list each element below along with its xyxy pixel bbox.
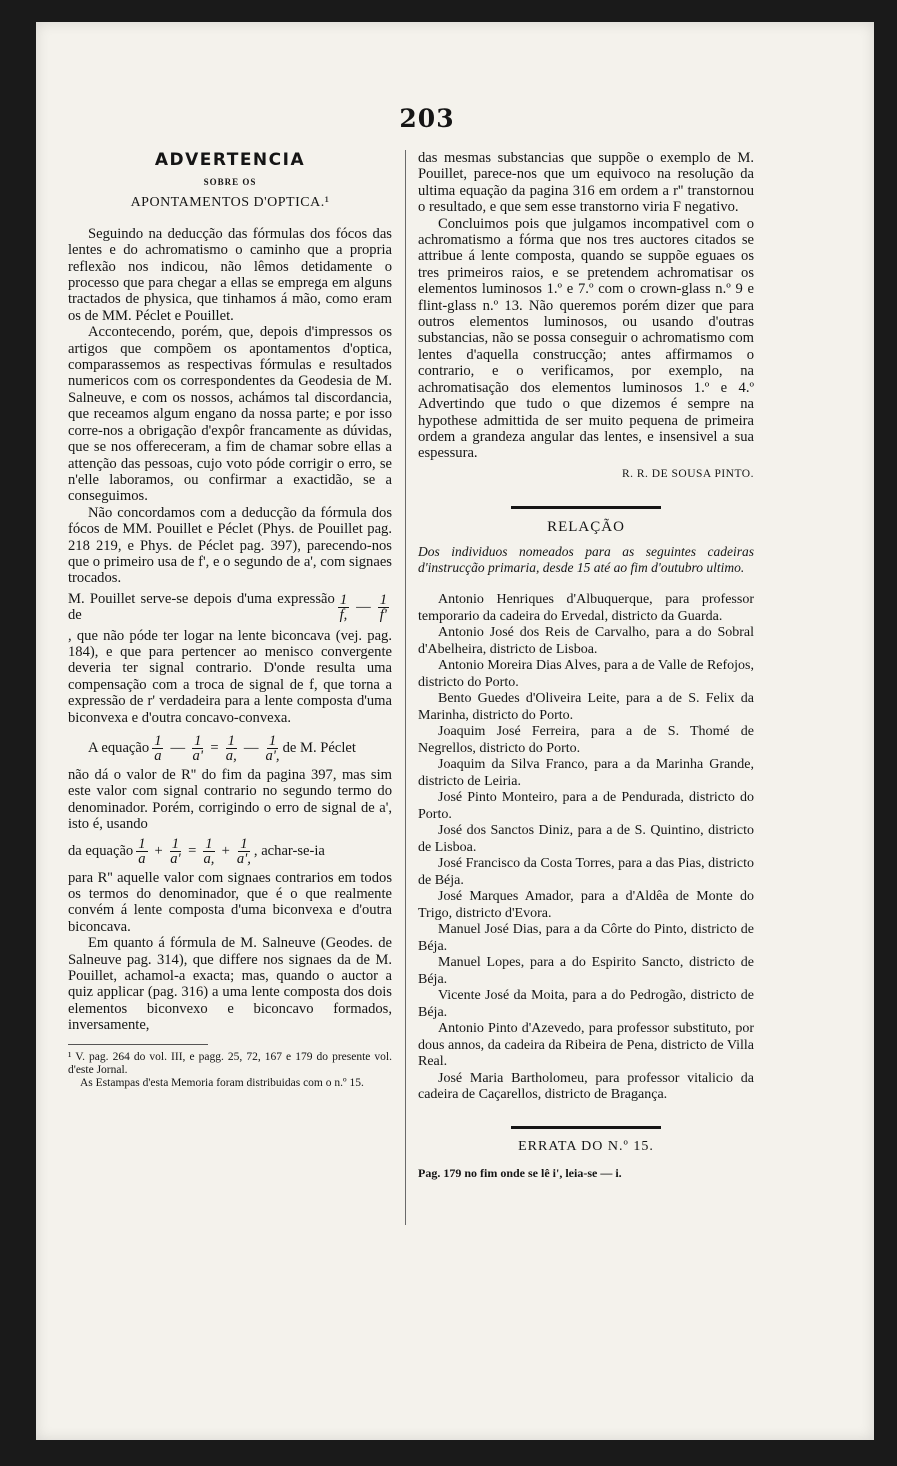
paragraph: Não concordamos com a deducção da fórmula dos fócos de MM. Pouillet e Péclet (Phys. de Pouillet pag. 218 219, e Phys. de Péclet pag. 397), parecendo-nos que o primeiro usa de f', e o segundo de a', com signaes trocados. bbox=[68, 504, 392, 587]
text-fragment: M. Pouillet serve-se depois d'uma expressão de bbox=[68, 590, 335, 624]
list-item: José Francisco da Costa Torres, para a das Pias, districto de Béja. bbox=[418, 856, 754, 888]
signature: R. R. DE SOUSA PINTO. bbox=[621, 467, 754, 480]
list-item: Joaquim José Ferreira, para a de S. Thomé de Negrellos, districto do Porto. bbox=[418, 724, 754, 756]
article-title: ADVERTENCIA bbox=[154, 150, 306, 170]
text-fragment: de M. Péclet bbox=[282, 740, 356, 757]
article-subtitle: APONTAMENTOS D'OPTICA.¹ bbox=[130, 195, 330, 211]
list-item: Antonio Moreira Dias Alves, para a de Valle de Refojos, districto do Porto. bbox=[418, 658, 754, 690]
list-item: Vicente José da Moita, para a do Pedrogão, districto de Béja. bbox=[418, 988, 754, 1020]
right-column bbox=[418, 150, 754, 1182]
paragraph: não dá o valor de R'' do fim da pagina 397, mas sim este valor com signal contrario no segundo termo do denominador. Porém, corrigindo o erro de signal de a', isto é, usando bbox=[68, 767, 392, 833]
list-item: Antonio Pinto d'Azevedo, para professor substituto, por dous annos, da cadeira da Ribeira de Pena, districto de Villa Real. bbox=[418, 1021, 754, 1070]
paragraph: Em quanto á fórmula de M. Salneuve (Geodes. de Salneuve pag. 314), que differe nos signaes da de M. Pouillet, achamol-a exacta; mas, quando o auctor a quiz applicar (pag. 316) a uma lente composta dos dois elementos biconvexo e biconcavo formados, inversamente, bbox=[68, 935, 392, 1034]
fraction: $\frac{1}{f,}$ bbox=[339, 591, 348, 623]
errata-text: Pag. 179 no fim onde se lê i', leia-se — i. bbox=[418, 1166, 622, 1181]
footnote-rule bbox=[68, 1044, 208, 1051]
footnote: ¹ V. pag. 264 do vol. III, e pagg. 25, 72, 167 e 179 do presente vol. d'este Jornal. bbox=[68, 1050, 392, 1076]
paragraph: para R'' aquelle valor com signaes contrarios em todos os termos do denominador, que é o que realmente convém á lente composta d'uma biconvexa e d'outra biconcava. bbox=[68, 869, 392, 935]
list-item: Manuel Lopes, para a do Espirito Sancto, districto de Béja. bbox=[418, 955, 754, 987]
paragraph: Concluimos pois que julgamos incompativel com o achromatismo a fórma que nos tres auctores citados se attribue á lente composta, quando se suppõe eguaes os tres primeiros raios, e se pretendem achromatisar os elementos luminosos 1.º e 7.º com o crown-glass n.º 9 e flint-glass n.º 13. Não queremos porém dizer que para outros elementos luminosos, ou usando d'outras substancias, não se possa conseguir o achromatismo com lentes d'aquella construcção; antes affirmamos o contrario, e o verificamos, por exemplo, na achromatisação dos elementos luminosos 1.º e 4.º Advertindo que tudo o que dizemos é sempre na hypothese admittida de ser muito pequena de primeira ordem a grandeza angular das lentes, e insensivel a sua espessura. bbox=[418, 215, 754, 462]
paragraph: Accontecendo, porém, que, depois d'impressos os artigos que compõem os apontamentos d'optica, comparassemos as respectivas fórmulas e resultados numericos com os correspondentes da Geodesia de M. Salneuve, e com os nossos, achámos tal discordancia, que receamos algum engano da nossa parte; e por isso corre-nos a obrigação d'expôr francamente as dúvidas, que se nos offereceram, a fim de chamar sobre ellas a attenção das pessoas, cujo voto póde corrigir o erro, se n'elle laboramos, ou confirmar a exactidão, se a conseguimos. bbox=[68, 324, 392, 505]
fraction: $\frac{1}{f'}$ bbox=[379, 591, 387, 623]
left-column bbox=[68, 150, 392, 1090]
errata-heading: ERRATA DO N.º 15. bbox=[518, 1138, 654, 1154]
section-rule bbox=[511, 506, 661, 509]
list-item: Antonio Henriques d'Albuquerque, para professor temporario da cadeira do Ervedal, districto da Guarda. bbox=[418, 592, 754, 624]
text-fragment: da equação bbox=[68, 842, 134, 859]
list-item: Manuel José Dias, para a da Côrte do Pinto, districto de Béja. bbox=[418, 922, 754, 954]
list-item: José Maria Bartholomeu, para professor vitalicio da cadeira de Caçarellos, districto de Bragança. bbox=[418, 1070, 754, 1103]
page-number: 203 bbox=[399, 104, 455, 133]
formula-line: A equação $\frac{1}{a}$ — $\frac{1}{a'}$ = $\frac{1}{a,}$ — $\frac{1}{a',}$ de M. Péclet bbox=[88, 733, 356, 764]
text-fragment: , achar-se-ia bbox=[253, 842, 325, 859]
paragraph: das mesmas substancias que suppõe o exemplo de M. Pouillet, parece-nos que um equivoco na resolução da ultima equação da pagina 316 em ordem a r'' transtornou o resultado, e que sem esse transtorno viria F negativo. bbox=[418, 150, 754, 216]
paragraph: , que não póde ter logar na lente biconcava (vej. pag. 184), e que para pertencer ao menisco convergente deveria ter signal contrario. D'onde resulta uma compensação com a troca de signal de f, que torna a expressão de r' verdadeira para a lente composta d'uma biconvexa e d'outra concavo-convexa. bbox=[68, 627, 392, 726]
column-divider bbox=[405, 150, 406, 1225]
list-item: José Pinto Monteiro, para a de Pendurada, districto do Porto. bbox=[418, 790, 754, 822]
section-rule bbox=[511, 1126, 661, 1129]
footnote: As Estampas d'esta Memoria foram distribuidas com o n.º 15. bbox=[80, 1076, 364, 1089]
relacao-subtitle: Dos individuos nomeados para as seguintes cadeiras d'instrucção primaria, desde 15 até ao fim d'outubro ultimo. bbox=[418, 543, 754, 575]
formula-line: M. Pouillet serve-se depois d'uma expressão de $\frac{1}{f,}$ — $\frac{1}{f'}$ bbox=[68, 590, 387, 624]
paragraph: Seguindo na deducção das fórmulas dos fócos das lentes e do achromatismo o caminho que a propria reflexão nos indicou, não lêmos detidamente o processo que para chegar a ellas se emprega em alguns tractados de physica, que tinhamos á mão, como eram os de MM. Péclet e Pouillet. bbox=[68, 225, 392, 324]
list-item: Antonio José dos Reis de Carvalho, para a do Sobral d'Abelheira, districto de Lisboa. bbox=[418, 625, 754, 657]
article-sobre: SOBRE OS bbox=[203, 177, 257, 187]
formula-line: da equação $\frac{1}{a}$ + $\frac{1}{a'}$ = $\frac{1}{a,}$ + $\frac{1}{a',}$ , achar-se-ia bbox=[68, 835, 325, 867]
text-fragment: A equação bbox=[88, 740, 150, 757]
list-item: Bento Guedes d'Oliveira Leite, para a de S. Felix da Marinha, districto do Porto. bbox=[418, 691, 754, 723]
appointment-list bbox=[418, 592, 754, 1104]
list-item: José Marques Amador, para a d'Aldêa de Monte do Trigo, districto d'Evora. bbox=[418, 889, 754, 921]
relacao-heading: RELAÇÃO bbox=[547, 519, 625, 536]
list-item: José dos Sanctos Diniz, para a de S. Quintino, districto de Lisboa. bbox=[418, 823, 754, 855]
list-item: Joaquim da Silva Franco, para a da Marinha Grande, districto de Leiria. bbox=[418, 757, 754, 789]
